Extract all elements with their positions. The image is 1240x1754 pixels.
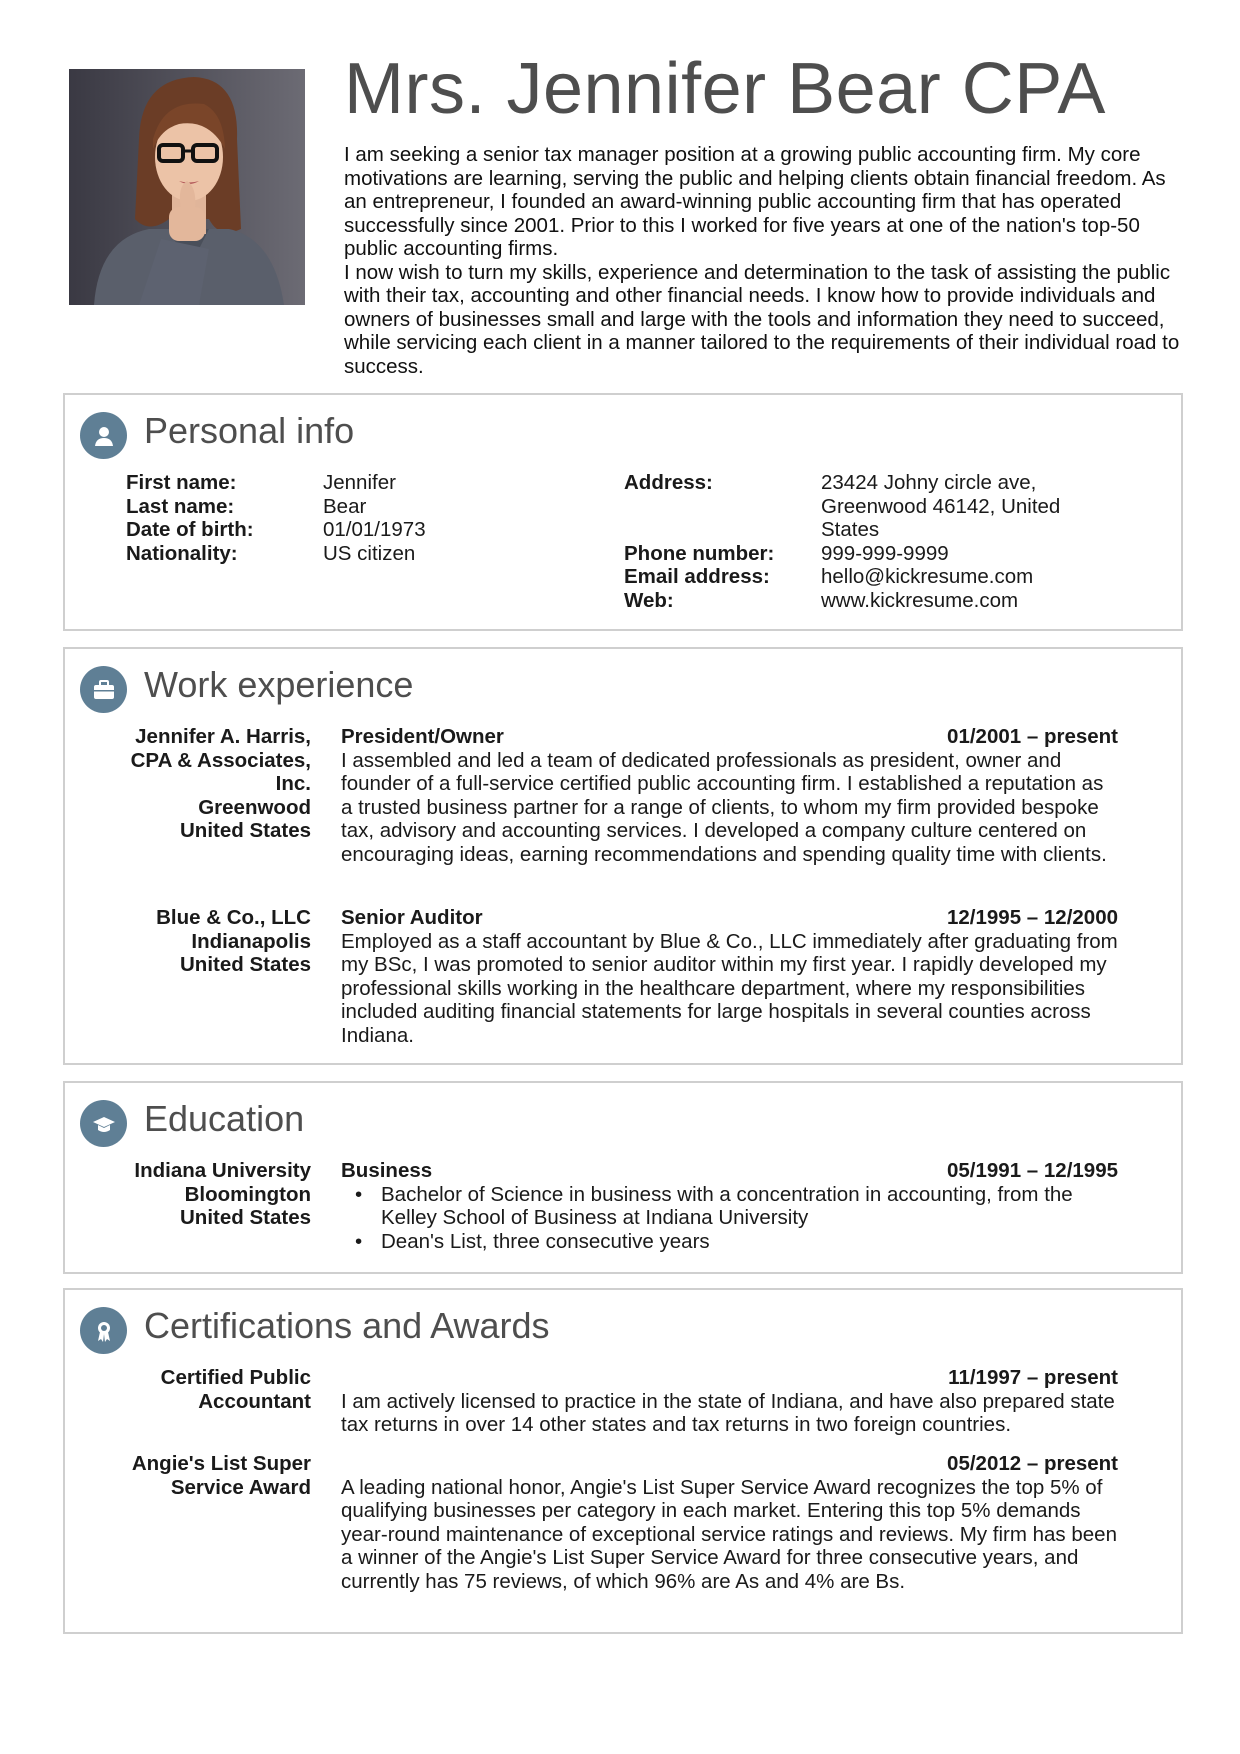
personal-info-right (624, 471, 1066, 612)
candidate-name: Mrs. Jennifer Bear CPA (344, 49, 1106, 129)
award-icon (80, 1307, 127, 1354)
job-description: I assembled and led a team of dedicated professionals as president, owner and founder of a full-service certified public accounting firm. I established a reputation as a trusted business partner for a range of clients, to whom my firm provided bespoke tax, advisory and accounting services. I developed a company culture centered on encouraging ideas, earning recommendations and spending quality time with clients. (341, 748, 1107, 866)
school (65, 1159, 311, 1230)
employer-line: Inc. (275, 772, 311, 795)
certification-line: Angie's List Super (131, 1452, 311, 1475)
info-row (126, 471, 568, 495)
certification-description: A leading national honor, Angie's List Super Service Award recognizes the top 5% of qualifying businesses per category in each market. Entering this top 5% demands year-round maintenance of exceptional service ratings and reviews. My firm has been a winner of the Angie's List Super Service Award for three consecutive years, and currently has 75 reviews, of which 96% are As and 4% are Bs. (341, 1475, 1117, 1593)
employer-line: Greenwood (198, 795, 311, 819)
info-row (126, 495, 568, 519)
info-label: Last name: (126, 494, 235, 518)
employer-line: Blue & Co., LLC (156, 906, 311, 929)
list-item: • Bachelor of Science in business with a concentration in accounting, from the Kelley School of Business at Indiana University (341, 1183, 1118, 1230)
web-link[interactable]: www.kickresume.com (821, 588, 1019, 612)
entry-header (341, 1366, 1118, 1390)
date-range: 01/2001 – present (947, 725, 1118, 748)
info-row (624, 589, 1066, 613)
info-label: Email address: (624, 565, 770, 588)
employer-line: Indianapolis (191, 929, 311, 953)
work-details (341, 725, 1118, 866)
employer (65, 725, 311, 843)
date-range: 11/1997 – present (948, 1366, 1118, 1389)
summary-paragraph: I now wish to turn my skills, experience and determination to the task of assisting the public with their tax, accounting and other financial needs. I know how to provide individuals and owners of businesses small and large with the tools and information they need to succeed, while servicing each client in a manner tailored to the requirements of their individual road to success. (344, 260, 1180, 378)
info-value: US citizen (323, 541, 416, 565)
info-row (624, 565, 1066, 589)
info-value: Bear (323, 494, 367, 518)
employer (65, 906, 311, 977)
info-row (126, 518, 568, 542)
job-title: Senior Auditor (341, 906, 483, 929)
section-title: Work experience (144, 664, 414, 705)
education-section (63, 1081, 1183, 1274)
certification-line: Service Award (170, 1475, 311, 1499)
info-row (126, 542, 568, 566)
user-icon (80, 412, 127, 459)
personal-info-left (126, 471, 568, 565)
info-value: 01/01/1973 (323, 518, 426, 541)
info-label: Address: (624, 471, 713, 494)
certification-description: I am actively licensed to practice in the state of Indiana, and have also prepared state tax returns in over 14 other states and tax returns in two foreign countries. (341, 1389, 1115, 1436)
work-experience-section (63, 647, 1183, 1065)
address-value: 23424 Johny circle ave, Greenwood 46142, United States (821, 471, 1061, 541)
graduation-cap-icon (80, 1100, 127, 1147)
info-value: Jennifer (323, 471, 396, 494)
phone-value: 999-999-9999 (821, 541, 949, 565)
info-label: Nationality: (126, 541, 238, 565)
section-title: Personal info (144, 410, 355, 451)
education-details (341, 1159, 1118, 1253)
certification-details (341, 1366, 1118, 1437)
section-title: Certifications and Awards (144, 1305, 550, 1346)
info-label: Phone number: (624, 541, 775, 565)
job-title: President/Owner (341, 725, 504, 748)
section-title: Education (144, 1098, 305, 1139)
certification-line: Accountant (198, 1389, 311, 1413)
employer-line: Jennifer A. Harris, (135, 725, 311, 748)
summary-paragraph: I am seeking a senior tax manager position at a growing public accounting firm. My core motivations are learning, serving the public and helping clients obtain financial freedom. As an entrepreneur, I founded an award-winning public accounting firm that has operated successfully since 2001. Prior to this I worked for five years at one of the nation's top-50 public accounting firms. (344, 143, 1166, 260)
employer-line: CPA & Associates, (130, 748, 311, 772)
school-line: Bloomington (184, 1182, 311, 1206)
info-label: Web: (624, 588, 674, 612)
entry-header (341, 1452, 1118, 1476)
school-line: United States (180, 1206, 311, 1229)
info-label: Date of birth: (126, 518, 254, 541)
personal-info-section (63, 393, 1183, 631)
date-range: 05/1991 – 12/1995 (947, 1159, 1118, 1182)
info-row (624, 542, 1066, 566)
entry-header (341, 725, 1118, 749)
education-bullets (341, 1183, 1118, 1254)
certification-name (65, 1366, 311, 1413)
email-link[interactable]: hello@kickresume.com (821, 565, 1034, 588)
certifications-section (63, 1288, 1183, 1634)
briefcase-icon (80, 666, 127, 713)
certification-name (65, 1452, 311, 1499)
date-range: 05/2012 – present (947, 1452, 1118, 1475)
employer-line: United States (180, 819, 311, 842)
entry-header (341, 906, 1118, 930)
list-item: • Dean's List, three consecutive years (341, 1230, 1118, 1254)
employer-line: United States (180, 953, 311, 976)
certification-line: Certified Public (160, 1366, 311, 1389)
date-range: 12/1995 – 12/2000 (947, 906, 1118, 929)
school-line: Indiana University (134, 1159, 311, 1182)
profile-photo (69, 69, 305, 305)
certification-details (341, 1452, 1118, 1593)
work-details (341, 906, 1118, 1047)
summary (344, 143, 1186, 378)
field-of-study: Business (341, 1159, 433, 1182)
job-description: Employed as a staff accountant by Blue & Co., LLC immediately after graduating from my BSc, I was promoted to senior auditor within my first year. I rapidly developed my professional skills working in the healthcare department, where my responsibilities included auditing financial statements for large hospitals in several counties across Indiana. (341, 929, 1118, 1047)
entry-header (341, 1159, 1118, 1183)
info-row (624, 471, 1066, 542)
info-label: First name: (126, 471, 237, 494)
